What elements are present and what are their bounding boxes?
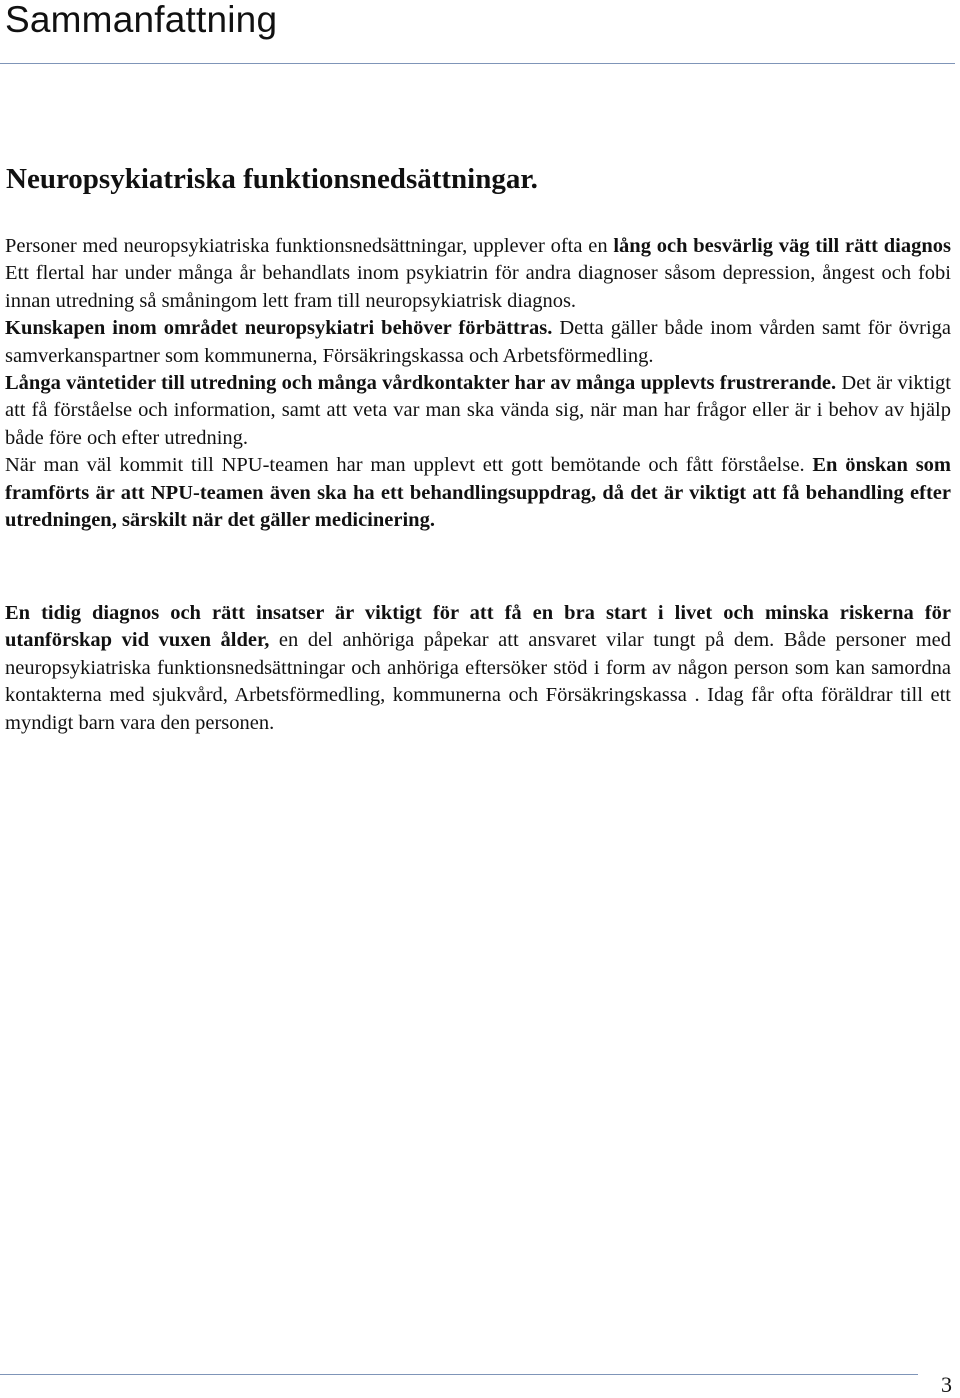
bold-text-span: Kunskapen inom området neuropsykiatri behöver förbättras. [5, 317, 553, 340]
text-span: en del anhöriga påpekar att ansvaret vilar tungt på dem. Både personer med neuropsykiatriska funktionsnedsättningar och anhöriga eftersöker stöd i form av någon person som kan samordna kontakterna med sjukvård, Arbetsförmedling, kommunerna och Försäkringskassa . Idag får ofta föräldrar till ett myndigt barn vara den personen. [5, 629, 952, 734]
bold-text-span: En tidig diagnos och rätt insatser är viktigt för att få en bra start i livet och minska riskerna för utanförskap vid vuxen ålder, [5, 602, 951, 652]
summary-paragraph-2 [5, 600, 951, 737]
bold-text-span: Långa väntetider till utredning och många vårdkontakter har av många upplevts frustrerande. [5, 372, 837, 395]
page-number: 3 [941, 1372, 952, 1397]
summary-paragraph-1 [5, 233, 951, 534]
text-span: När man väl kommit till NPU-teamen har man upplevt ett gott bemötande och fått förståelse. [5, 454, 813, 477]
bold-text-span: En önskan som framförts är att NPU-teamen även ska ha ett behandlingsuppdrag, då det är viktigt att få behandling efter utredningen, särskilt när det gäller medicinering. [5, 454, 951, 532]
text-span: Detta gäller både inom vården samt för övriga samverkanspartner som kommunerna, Försäkringskassa och Arbetsförmedling. [5, 317, 951, 367]
text-span: Personer med neuropsykiatriska funktionsnedsättningar, upplever ofta en [5, 235, 614, 257]
section-heading: Neuropsykiatriska funktionsnedsättningar. [6, 163, 538, 195]
title-divider [0, 63, 955, 64]
text-span: Det är viktigt att få förståelse och information, samt att veta var man ska vända sig, när man har frågor eller är i behov av hjälp både före och efter utredning. [5, 372, 951, 449]
text-span: Ett flertal har under många år behandlats inom psykiatrin för andra diagnoser såsom depression, ångest och fobi innan utredning så småningom lett fram till neuropsykiatrisk diagnos. [5, 262, 951, 312]
footer-divider [0, 1374, 918, 1375]
bold-text-span: lång och besvärlig väg till rätt diagnos [613, 235, 951, 257]
page-title: Sammanfattning [5, 0, 278, 40]
